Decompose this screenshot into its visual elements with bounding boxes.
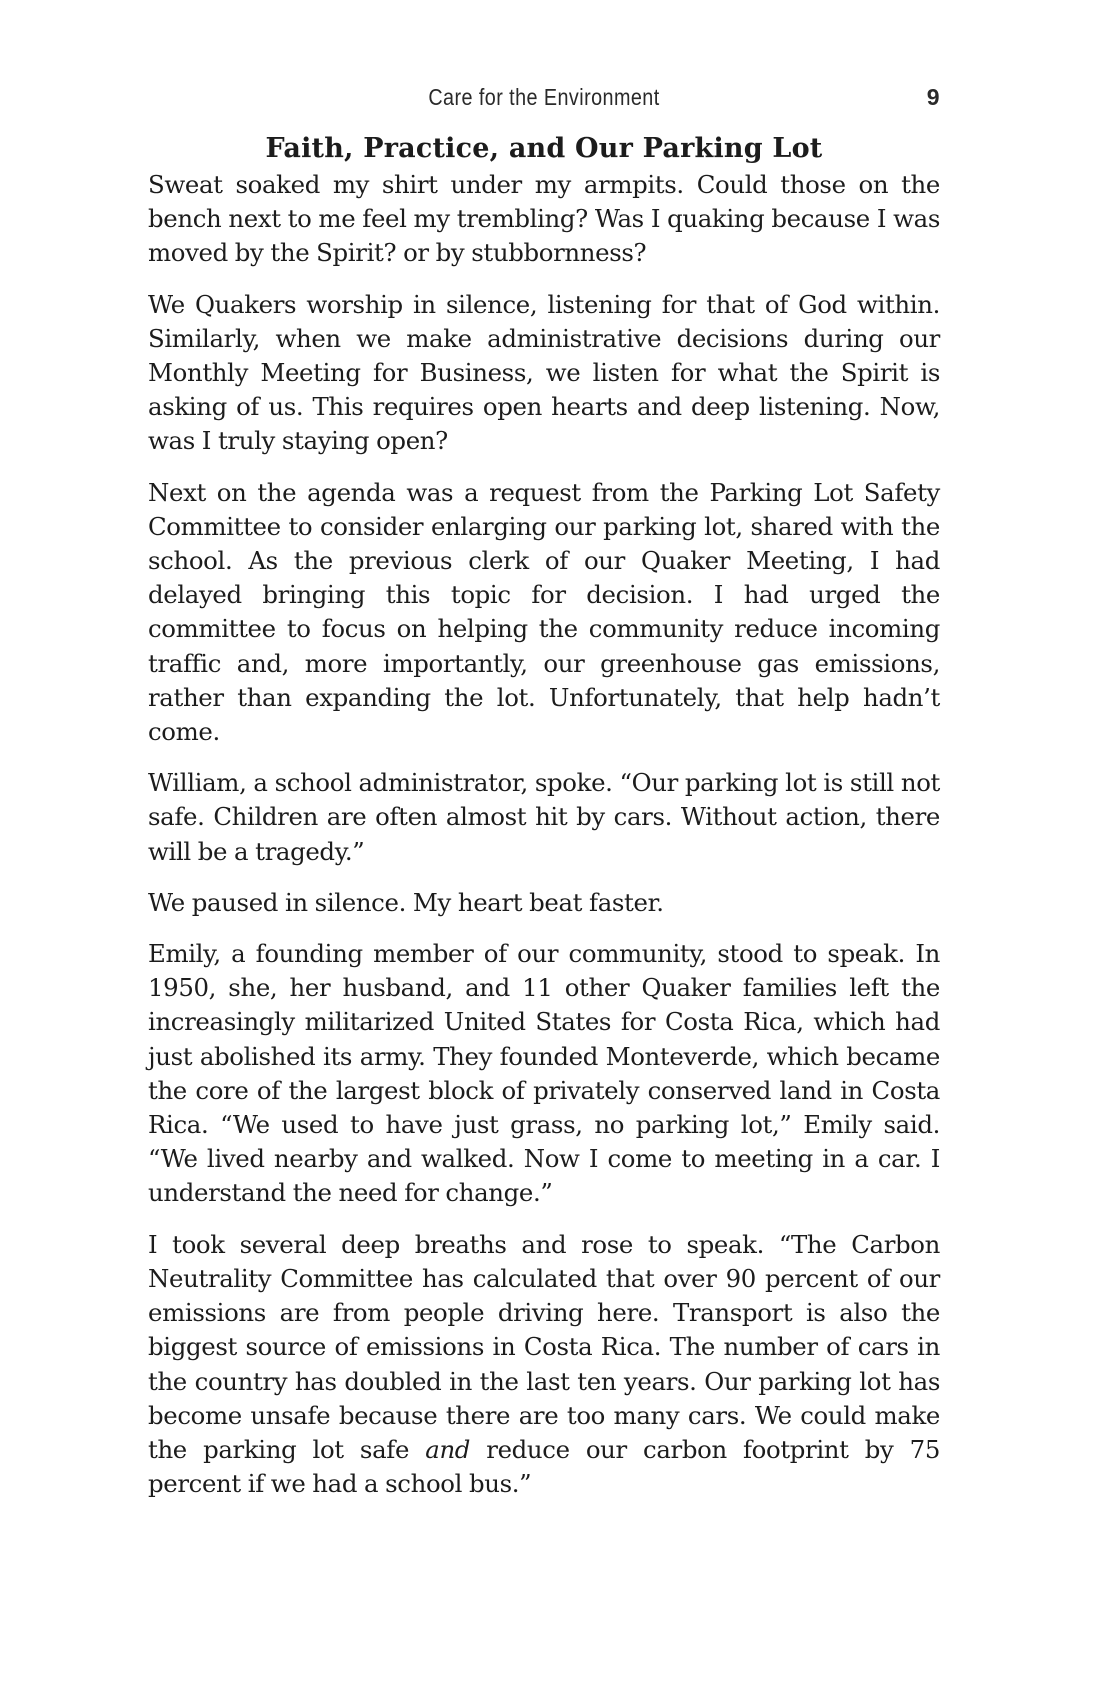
body-text — [148, 168, 940, 1501]
emphasis-text: and — [425, 1434, 471, 1464]
book-page — [148, 78, 940, 1518]
section-heading: Faith, Practice, and Our Parking Lot — [265, 133, 823, 164]
paragraph-last — [148, 1228, 940, 1502]
paragraph: We paused in silence. My heart beat faster. — [148, 887, 664, 917]
paragraph: We Quakers worship in silence, listening for that of God within. Similarly, when we make administrative decisions during our Monthly Meeting for Business, we listen for what the Spirit is asking of us. This requires open hearts and deep listening. Now, was I truly staying open? — [148, 289, 940, 456]
paragraph-text: reduce our carbon footprint by 75 percent if we had a school bus.” — [148, 1434, 940, 1499]
paragraph: Sweat soaked my shirt under my armpits. Could those on the bench next to me feel my trembling? Was I quaking because I was moved by the Spirit? or by stubbornness? — [148, 170, 940, 268]
paragraph: William, a school administrator, spoke. “Our parking lot is still not safe. Children are often almost hit by cars. Without action, there will be a tragedy.” — [148, 768, 940, 866]
running-head — [148, 78, 940, 118]
running-title: Care for the Environment — [428, 84, 660, 110]
paragraph: Next on the agenda was a request from the Parking Lot Safety Committee to consider enlarging our parking lot, shared with the school. As the previous clerk of our Quaker Meeting, I had delayed bringing this topic for decision. I had urged the committee to focus on helping the community reduce incoming traffic and, more importantly, our greenhouse gas emissions, rather than expanding the lot. Unfortunately, that help hadn’t come. — [148, 477, 940, 747]
paragraph-text: I took several deep breaths and rose to speak. “The Carbon Neutrality Committee has calculated that over 90 percent of our emissions are from people driving here. Transport is also the biggest source of emissions in Costa Rica. The number of cars in the country has doubled in the last ten years. Our parking lot has become unsafe because there are too many cars. We could make the parking lot safe — [148, 1229, 940, 1464]
paragraph: Emily, a founding member of our community, stood to speak. In 1950, she, her husband, and 11 other Quaker families left the increasingly militarized United States for Costa Rica, which had just abolished its army. They founded Monteverde, which became the core of the largest block of privately conserved land in Costa Rica. “We used to have just grass, no parking lot,” Emily said. “We lived nearby and walked. Now I come to meeting in a car. I understand the need for change.” — [148, 939, 940, 1208]
page-number: 9 — [926, 84, 940, 110]
